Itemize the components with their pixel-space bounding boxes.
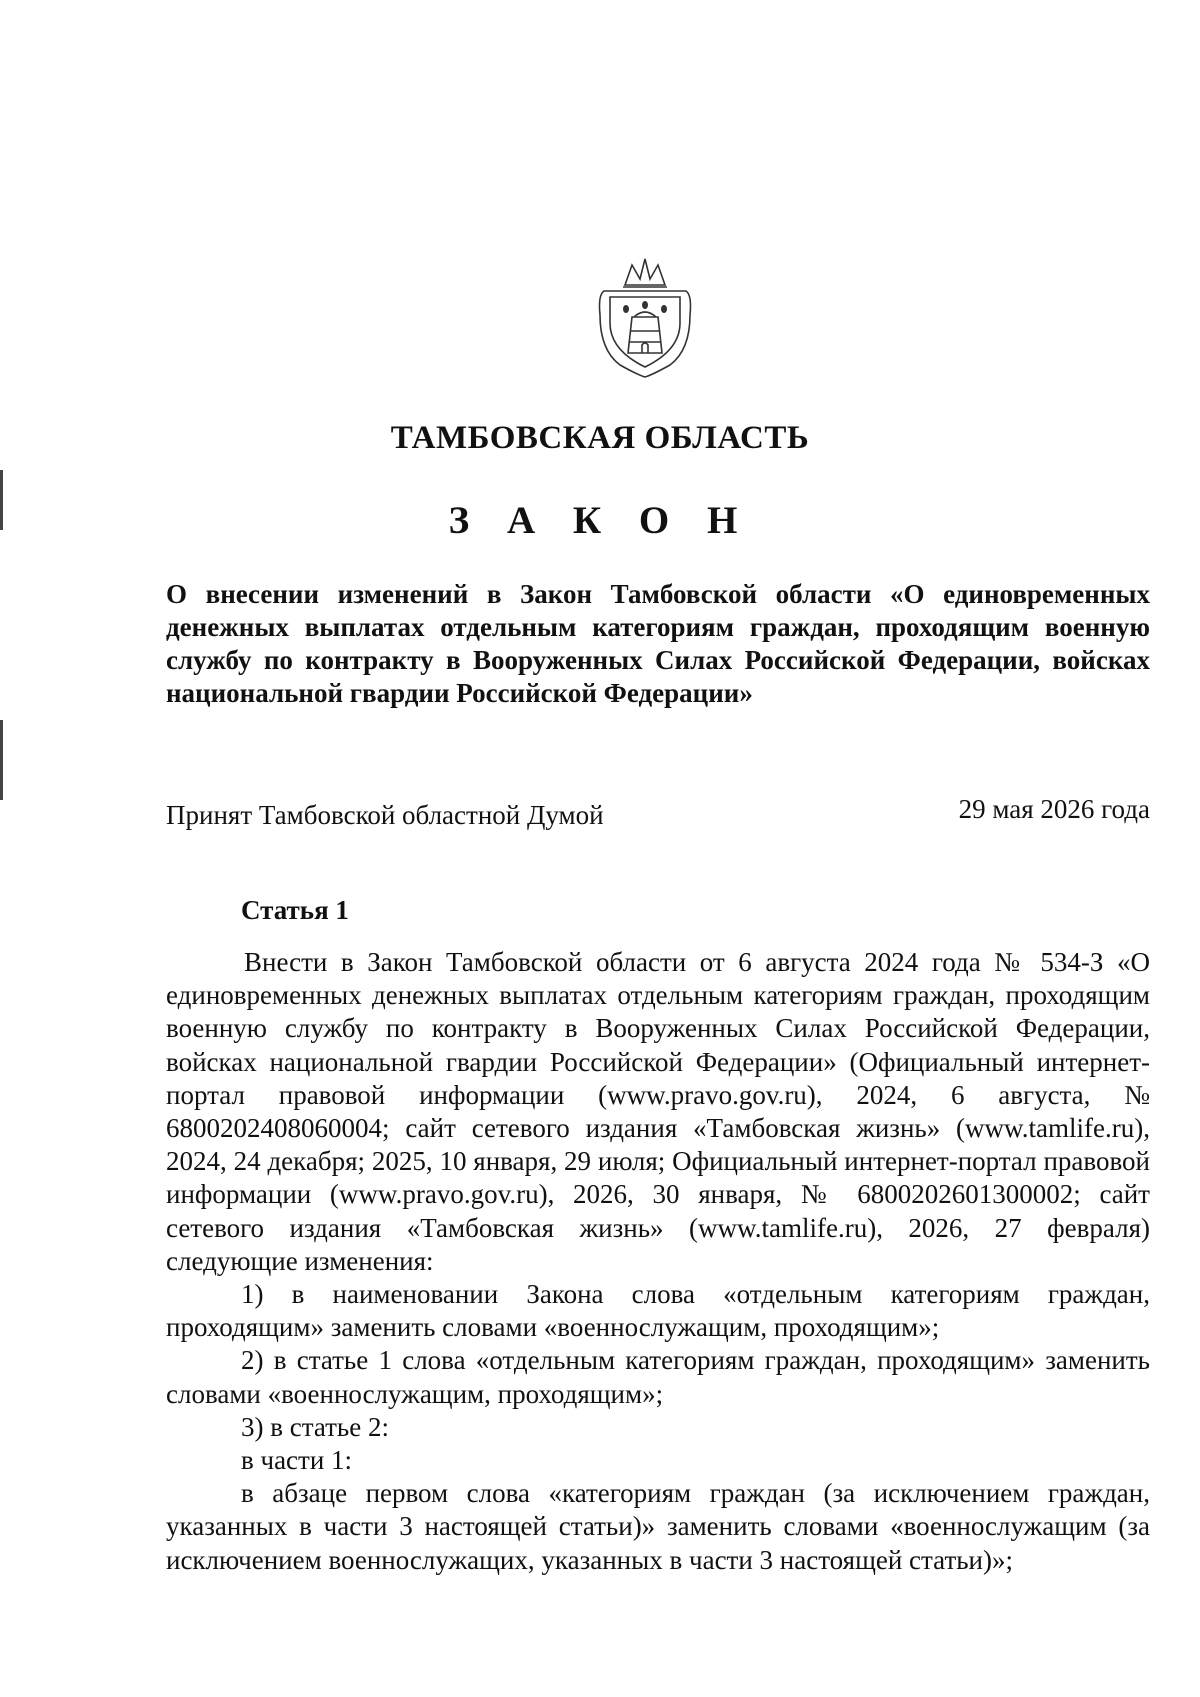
list-item: в части 1: [241,1445,353,1476]
list-item: в абзаце первом слова «категориям граждан (за исключением граждан, указанных в части 3 настоящей статьи)» заменить словами «военнослужащим (за исключением военнослужащих, указанных в части 3 настоящей статьи)»; [166,1478,1150,1575]
article-body [166,946,1150,1577]
list-item: 3) в статье 2: [241,1411,389,1442]
adoption-body: Принят Тамбовской областной Думой [166,800,604,830]
adoption-date: 29 мая 2026 года [958,794,1150,824]
region-heading: ТАМБОВСКАЯ ОБЛАСТЬ [390,420,810,456]
list-item: 2) в статье 1 слова «отдельным категориям граждан, проходящим» заменить словами «военнослужащим, проходящим»; [166,1345,1150,1409]
document-type-heading: З А К О Н [448,499,752,542]
scan-edge-mark [0,720,3,800]
coat-of-arms-icon [590,255,700,380]
article-heading: Статья 1 [241,895,349,925]
list-item: 1) в наименовании Закона слова «отдельным категориям граждан, проходящим» заменить словами «военнослужащим, проходящим»; [166,1279,1150,1343]
law-title: О внесении изменений в Закон Тамбовской области «О единовременных денежных выплатах отдельным категориям граждан, проходящим военную службу по контракту в Вооруженных Силах Российской Федерации, войсках национальной гвардии Российской Федерации» [166,579,1150,708]
article-intro: Внести в Закон Тамбовской области от 6 августа 2024 года № 534-З «О единовременных денежных выплатах отдельным категориям граждан, проходящим военную службу по контракту в Вооруженных Силах Российской Федерации, войсках национальной гвардии Российской Федерации» (Официальный интернет-портал правовой информации (www.pravo.gov.ru), 2024, 6 августа, № 6800202408060004; сайт сетевого издания «Тамбовская жизнь» (www.tamlife.ru), 2024, 24 декабря; 2025, 10 января, 29 июля; Официальный интернет-портал правовой информации (www.pravo.gov.ru), 2026, 30 января, № 6800202601300002; сайт сетевого издания «Тамбовская жизнь» (www.tamlife.ru), 2026, 27 февраля) следующие изменения: [166,947,1150,1276]
